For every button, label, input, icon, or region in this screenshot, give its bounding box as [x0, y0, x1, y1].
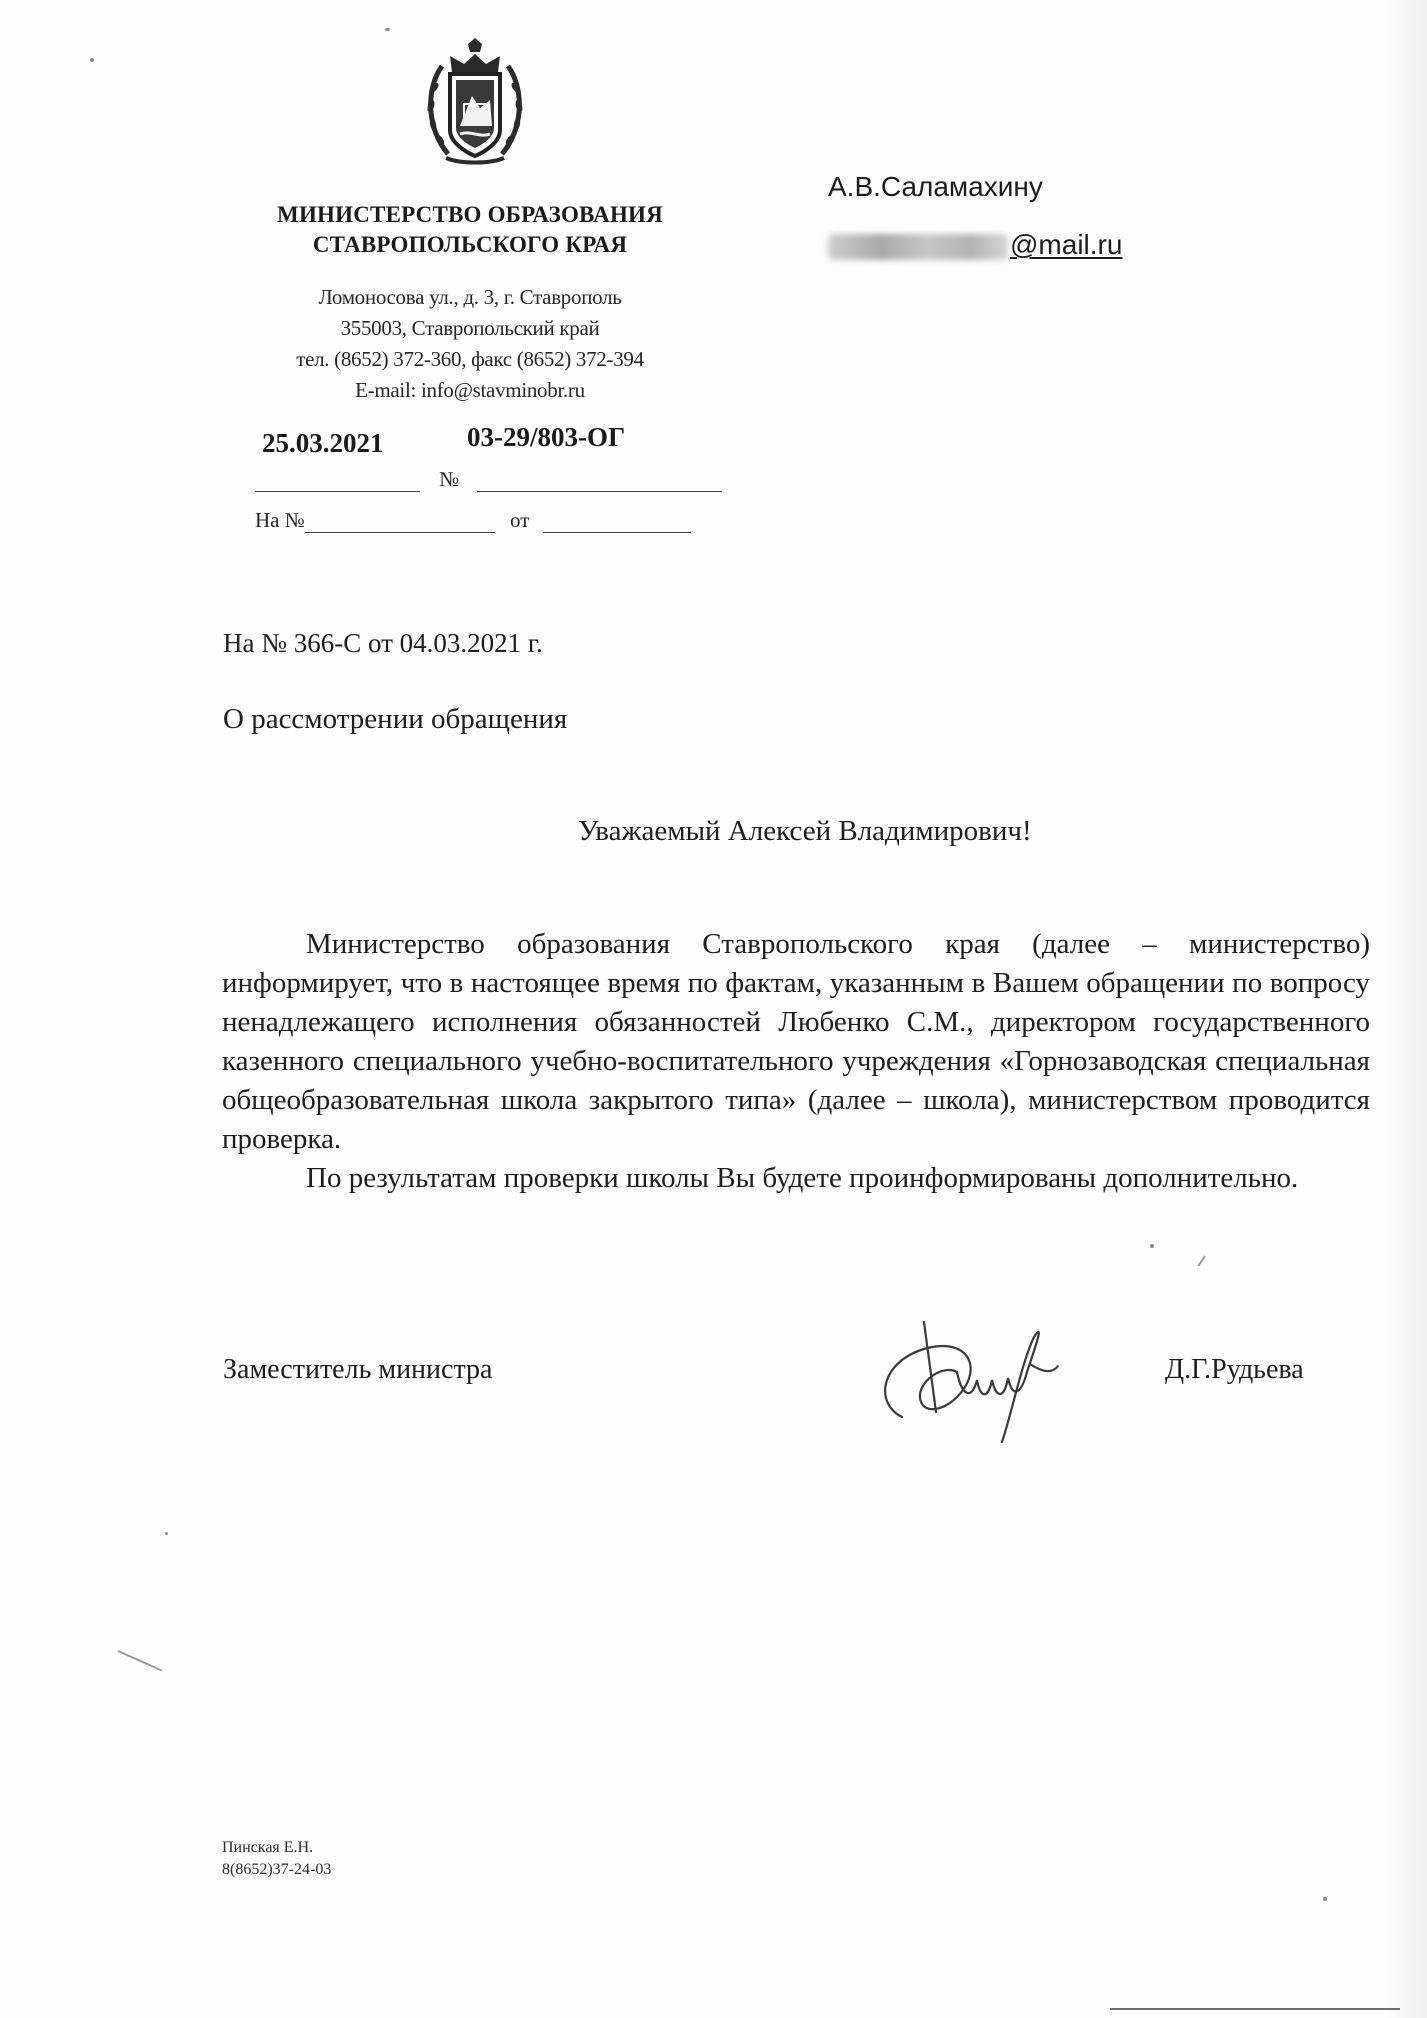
ministry-name-line: СТАВРОПОЛЬСКОГО КРАЯ	[312, 232, 628, 257]
address-email: E-mail: info@stavminobr.ru	[355, 378, 585, 402]
salutation: Уважаемый Алексей Владимирович!	[578, 815, 1032, 847]
addressee-email	[828, 216, 1122, 274]
executor-name: Пинская Е.Н.	[222, 1839, 314, 1856]
email-domain: @mail.ru	[1010, 229, 1123, 260]
date-blank	[255, 469, 420, 492]
scan-stroke	[118, 1650, 162, 1671]
registration-date: 25.03.2021	[262, 428, 384, 458]
addressee	[828, 158, 1122, 274]
signer-position: Заместитель министра	[223, 1354, 493, 1385]
number-sign: №	[439, 467, 460, 491]
scan-speck	[1323, 1897, 1327, 1901]
ministry-name-line: МИНИСТЕРСТВО ОБРАЗОВАНИЯ	[277, 202, 663, 227]
scan-speck	[90, 58, 94, 62]
ministry-address	[225, 282, 715, 406]
address-postcode: 355003, Ставропольский край	[340, 316, 600, 340]
signer-name: Д.Г.Рудьева	[1165, 1354, 1304, 1385]
ministry-name	[225, 200, 715, 260]
addressee-name: А.В.Саламахину	[828, 171, 1043, 202]
subject-line: О рассмотрении обращения	[223, 703, 568, 735]
executor-phone: 8(8652)37-24-03	[222, 1861, 332, 1878]
body-paragraph: По результатам проверки школы Вы будете проинформированы дополнительно.	[306, 1162, 1299, 1194]
letterhead	[225, 200, 715, 406]
scan-speck	[385, 28, 390, 31]
reply-date-blank	[543, 510, 691, 533]
reply-number-blank	[305, 510, 495, 533]
reply-reference-row	[255, 508, 691, 533]
address-street: Ломоносова ул., д. 3, г. Ставрополь	[318, 285, 622, 309]
letter-body	[222, 925, 1370, 1198]
redacted-email-user	[828, 234, 1008, 260]
scan-stroke	[1197, 1255, 1205, 1266]
scan-speck	[1150, 1244, 1154, 1248]
reply-prefix: На №	[255, 508, 305, 532]
registration-number: 03-29/803-ОГ	[467, 422, 626, 452]
executor-info	[222, 1837, 331, 1881]
coat-of-arms-icon	[420, 38, 530, 166]
scan-speck	[165, 1532, 168, 1535]
registration-row	[255, 467, 722, 492]
reply-from-label: от	[510, 508, 530, 532]
reference-line: На № 366-С от 04.03.2021 г.	[223, 628, 543, 658]
scan-edge-shadow	[1387, 0, 1427, 2018]
address-phone: тел. (8652) 372-360, факс (8652) 372-394	[296, 347, 644, 371]
scan-bottom-rule	[1110, 2008, 1400, 2010]
handwritten-signature-icon	[862, 1302, 1077, 1452]
body-paragraph: Министерство образования Ставропольского края (далее – министерство) информирует, что в настоящее время по фактам, указанным в Вашем обращении по вопросу ненадлежащего исполнения обязанностей Любенко С.М., директором государственного казенного специального учебно-воспитательного учреждения «Горнозаводская специальная общеобразовательная школа закрытого типа» (далее – школа), министерством проводится проверка.	[222, 928, 1370, 1155]
number-blank	[477, 469, 722, 492]
